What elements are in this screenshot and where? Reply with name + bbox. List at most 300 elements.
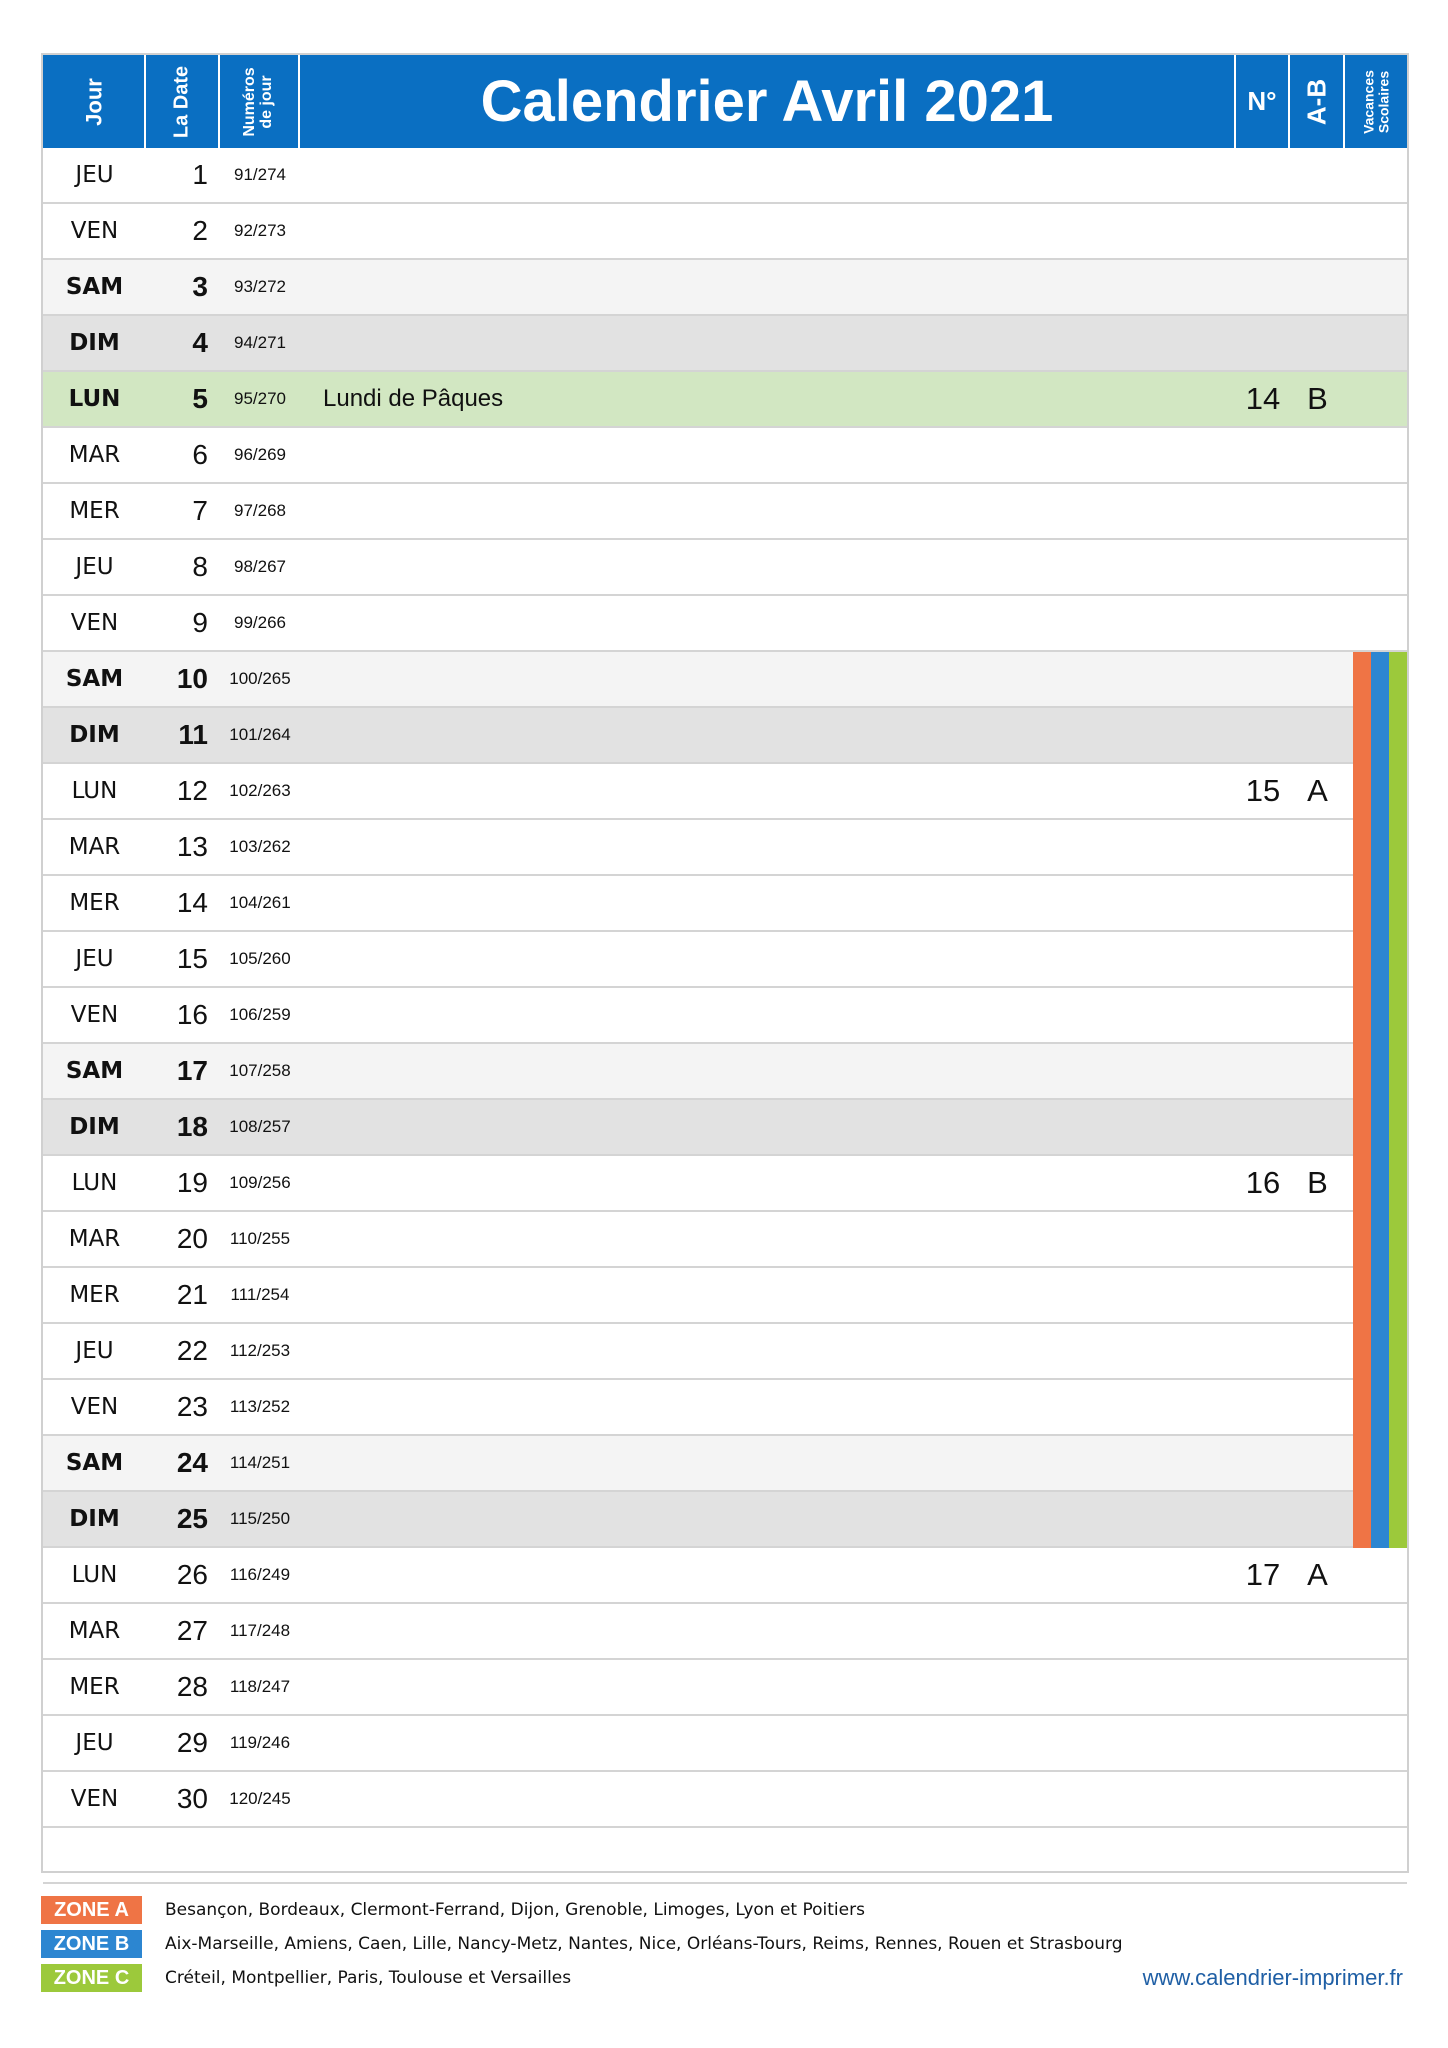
vacances-bands bbox=[1352, 1212, 1407, 1268]
event-label bbox=[323, 1492, 943, 1546]
zone-a-band bbox=[1353, 820, 1371, 876]
zone-c-band bbox=[1389, 1268, 1407, 1324]
legend-row-zone-a bbox=[41, 1893, 1409, 1927]
event-label bbox=[323, 1100, 943, 1154]
event-label bbox=[323, 316, 943, 370]
zone-c-band bbox=[1389, 1100, 1407, 1156]
table-row bbox=[43, 1044, 1407, 1100]
event-label bbox=[323, 708, 943, 762]
header-numeros-line1: Numéros bbox=[241, 66, 259, 137]
header-numeros-line2: de jour bbox=[258, 74, 275, 129]
vacances-bands bbox=[1352, 820, 1407, 876]
day-rows bbox=[43, 148, 1407, 1884]
week-ab: A bbox=[1307, 1557, 1328, 1592]
table-row bbox=[43, 1436, 1407, 1492]
zone-a-band bbox=[1353, 1492, 1371, 1548]
zone-c-band bbox=[1389, 820, 1407, 876]
vacances-bands bbox=[1352, 932, 1407, 988]
vacances-bands bbox=[1352, 1324, 1407, 1380]
day-date: 15 bbox=[176, 943, 208, 974]
table-row bbox=[43, 260, 1407, 316]
day-number: 98/267 bbox=[234, 557, 286, 576]
day-date: 21 bbox=[176, 1279, 208, 1310]
day-date: 3 bbox=[192, 271, 208, 302]
week-ab: B bbox=[1307, 1165, 1328, 1200]
zone-c-band bbox=[1389, 1436, 1407, 1492]
table-row bbox=[43, 1156, 1407, 1212]
day-number: 112/253 bbox=[229, 1341, 291, 1360]
event-label bbox=[323, 1716, 943, 1770]
week-number bbox=[1236, 1324, 1290, 1378]
week-ab: A bbox=[1307, 773, 1328, 808]
week-number bbox=[1236, 1268, 1290, 1322]
zone-a-band bbox=[1353, 1436, 1371, 1492]
event-label bbox=[323, 1380, 943, 1434]
week-number bbox=[1236, 204, 1290, 258]
header-jour bbox=[43, 55, 146, 148]
week-number bbox=[1236, 876, 1290, 930]
week-ab: B bbox=[1307, 381, 1328, 416]
zone-a-band bbox=[1353, 1212, 1371, 1268]
week-number bbox=[1236, 1212, 1290, 1266]
table-row bbox=[43, 1492, 1407, 1548]
header-ab-label: A-B bbox=[1300, 78, 1331, 125]
day-name: LUN bbox=[71, 1170, 118, 1196]
event-label bbox=[323, 820, 943, 874]
zone-c-band bbox=[1389, 1212, 1407, 1268]
day-name: MAR bbox=[68, 442, 121, 468]
vacances-bands bbox=[1352, 1268, 1407, 1324]
header-numeros bbox=[220, 55, 300, 148]
day-name: DIM bbox=[69, 1506, 120, 1532]
week-ab bbox=[1290, 988, 1345, 1042]
day-name: MER bbox=[69, 1674, 120, 1700]
day-name: DIM bbox=[69, 722, 120, 748]
week-number bbox=[1236, 1492, 1290, 1546]
header-no-label: N° bbox=[1247, 86, 1277, 116]
day-number: 105/260 bbox=[229, 949, 291, 968]
event-label bbox=[323, 484, 943, 538]
week-ab bbox=[1290, 148, 1345, 202]
week-ab bbox=[1290, 540, 1345, 594]
header-numeros-label bbox=[242, 67, 276, 136]
week-number bbox=[1236, 988, 1290, 1042]
week-ab bbox=[1290, 316, 1345, 370]
day-date: 17 bbox=[176, 1055, 208, 1086]
header-la-date bbox=[146, 55, 220, 148]
day-name: VEN bbox=[70, 1786, 119, 1812]
day-number: 119/246 bbox=[229, 1733, 291, 1752]
day-date: 4 bbox=[192, 327, 208, 358]
day-name: MER bbox=[69, 498, 120, 524]
day-date: 18 bbox=[176, 1111, 208, 1142]
vacances-bands bbox=[1352, 764, 1407, 820]
table-row bbox=[43, 596, 1407, 652]
zone-a-band bbox=[1353, 1380, 1371, 1436]
zone-c-band bbox=[1389, 876, 1407, 932]
week-ab bbox=[1290, 1212, 1345, 1266]
day-date: 9 bbox=[192, 607, 208, 638]
day-number: 108/257 bbox=[229, 1117, 291, 1136]
day-name: SAM bbox=[65, 1058, 124, 1084]
zone-a-band bbox=[1353, 652, 1371, 708]
table-row bbox=[43, 148, 1407, 204]
table-row bbox=[43, 932, 1407, 988]
day-date: 7 bbox=[192, 495, 208, 526]
event-label bbox=[323, 204, 943, 258]
calendar-sheet bbox=[41, 53, 1409, 1873]
table-row bbox=[43, 876, 1407, 932]
week-ab bbox=[1290, 1324, 1345, 1378]
table-row bbox=[43, 1660, 1407, 1716]
day-name: MER bbox=[69, 1282, 120, 1308]
week-ab bbox=[1290, 1436, 1345, 1490]
day-number: 110/255 bbox=[229, 1229, 291, 1248]
zone-a-badge: ZONE A bbox=[41, 1896, 142, 1924]
day-name: MER bbox=[69, 890, 120, 916]
zone-b-band bbox=[1371, 988, 1389, 1044]
header-la-date-label: La Date bbox=[170, 65, 193, 138]
vacances-bands bbox=[1352, 1100, 1407, 1156]
day-number: 95/270 bbox=[234, 389, 286, 408]
day-number: 103/262 bbox=[229, 837, 291, 856]
event-label bbox=[323, 1044, 943, 1098]
week-ab bbox=[1290, 260, 1345, 314]
day-date: 13 bbox=[176, 831, 208, 862]
zone-c-badge: ZONE C bbox=[41, 1964, 142, 1992]
day-name: LUN bbox=[71, 778, 118, 804]
zone-b-band bbox=[1371, 652, 1389, 708]
day-number: 102/263 bbox=[229, 781, 291, 800]
week-number bbox=[1236, 708, 1290, 762]
day-name: VEN bbox=[70, 1002, 119, 1028]
day-number: 94/271 bbox=[234, 333, 286, 352]
table-row bbox=[43, 1380, 1407, 1436]
day-date: 24 bbox=[176, 1447, 208, 1478]
event-label bbox=[323, 876, 943, 930]
zone-b-band bbox=[1371, 1156, 1389, 1212]
day-date: 6 bbox=[192, 439, 208, 470]
event-label bbox=[323, 596, 943, 650]
week-ab bbox=[1290, 1268, 1345, 1322]
table-row bbox=[43, 988, 1407, 1044]
empty-row bbox=[43, 1828, 1407, 1884]
vacances-bands bbox=[1352, 988, 1407, 1044]
day-number: 101/264 bbox=[229, 725, 291, 744]
vacances-bands bbox=[1352, 1156, 1407, 1212]
day-name: MAR bbox=[68, 1618, 121, 1644]
zone-b-band bbox=[1371, 1100, 1389, 1156]
event-label bbox=[323, 652, 943, 706]
day-date: 20 bbox=[176, 1223, 208, 1254]
day-number: 115/250 bbox=[229, 1509, 291, 1528]
event-label bbox=[323, 1156, 943, 1210]
event-label bbox=[323, 1548, 943, 1602]
day-name: SAM bbox=[65, 666, 124, 692]
header-no bbox=[1236, 55, 1290, 148]
header-vacances-label bbox=[1361, 70, 1390, 134]
week-number bbox=[1236, 1660, 1290, 1714]
zone-b-band bbox=[1371, 1380, 1389, 1436]
week-ab bbox=[1290, 1380, 1345, 1434]
week-number: 17 bbox=[1245, 1557, 1281, 1592]
header-jour-label: Jour bbox=[80, 77, 106, 126]
zone-b-band bbox=[1371, 1492, 1389, 1548]
day-name: SAM bbox=[65, 1450, 124, 1476]
day-number: 97/268 bbox=[234, 501, 286, 520]
day-name: JEU bbox=[75, 554, 114, 580]
event-label bbox=[323, 1268, 943, 1322]
day-date: 26 bbox=[176, 1559, 208, 1590]
header-vacances bbox=[1345, 55, 1407, 148]
table-row bbox=[43, 652, 1407, 708]
week-number bbox=[1236, 540, 1290, 594]
day-name: SAM bbox=[65, 274, 124, 300]
week-number bbox=[1236, 820, 1290, 874]
week-ab bbox=[1290, 204, 1345, 258]
table-row bbox=[43, 484, 1407, 540]
calendar-header bbox=[43, 55, 1407, 148]
zone-b-band bbox=[1371, 876, 1389, 932]
day-name: DIM bbox=[69, 1114, 120, 1140]
table-row bbox=[43, 708, 1407, 764]
day-name: VEN bbox=[70, 218, 119, 244]
day-date: 12 bbox=[176, 775, 208, 806]
event-label bbox=[323, 260, 943, 314]
day-number: 99/266 bbox=[234, 613, 286, 632]
zone-c-band bbox=[1389, 1156, 1407, 1212]
week-ab bbox=[1290, 876, 1345, 930]
week-ab bbox=[1290, 596, 1345, 650]
zone-a-band bbox=[1353, 1100, 1371, 1156]
event-label bbox=[323, 988, 943, 1042]
day-date: 29 bbox=[176, 1727, 208, 1758]
header-ab bbox=[1290, 55, 1345, 148]
event-label bbox=[323, 1604, 943, 1658]
day-date: 5 bbox=[192, 383, 208, 414]
header-vacances-line1: Vacances bbox=[1360, 69, 1377, 134]
table-row bbox=[43, 1212, 1407, 1268]
table-row bbox=[43, 428, 1407, 484]
day-number: 96/269 bbox=[234, 445, 286, 464]
week-number bbox=[1236, 1716, 1290, 1770]
day-date: 22 bbox=[176, 1335, 208, 1366]
vacances-bands bbox=[1352, 876, 1407, 932]
day-name: VEN bbox=[70, 610, 119, 636]
week-number: 16 bbox=[1245, 1165, 1281, 1200]
zone-c-cities: Créteil, Montpellier, Paris, Toulouse et Versailles bbox=[165, 1968, 572, 1988]
week-number: 15 bbox=[1245, 773, 1281, 808]
week-ab bbox=[1290, 932, 1345, 986]
week-number bbox=[1236, 1604, 1290, 1658]
day-name: MAR bbox=[68, 1226, 121, 1252]
zone-c-band bbox=[1389, 1324, 1407, 1380]
week-number bbox=[1236, 1436, 1290, 1490]
week-number bbox=[1236, 1100, 1290, 1154]
vacances-bands bbox=[1352, 708, 1407, 764]
zone-b-badge: ZONE B bbox=[41, 1930, 142, 1958]
event-label bbox=[323, 428, 943, 482]
zone-a-band bbox=[1353, 764, 1371, 820]
day-number: 118/247 bbox=[229, 1677, 291, 1696]
day-date: 16 bbox=[176, 999, 208, 1030]
header-vacances-line2: Scolaires bbox=[1375, 70, 1391, 133]
page-title: Calendrier Avril 2021 bbox=[480, 69, 1054, 134]
zone-c-band bbox=[1389, 652, 1407, 708]
day-date: 23 bbox=[176, 1391, 208, 1422]
event-label bbox=[323, 1324, 943, 1378]
zone-a-band bbox=[1353, 1268, 1371, 1324]
week-number bbox=[1236, 428, 1290, 482]
week-ab bbox=[1290, 1044, 1345, 1098]
day-number: 91/274 bbox=[234, 165, 286, 184]
day-name: JEU bbox=[75, 162, 114, 188]
day-name: LUN bbox=[71, 1562, 118, 1588]
event-label bbox=[323, 148, 943, 202]
table-row bbox=[43, 372, 1407, 428]
day-number: 113/252 bbox=[229, 1397, 291, 1416]
zone-c-band bbox=[1389, 988, 1407, 1044]
day-number: 116/249 bbox=[229, 1565, 291, 1584]
event-label bbox=[323, 1660, 943, 1714]
zone-b-cities: Aix-Marseille, Amiens, Caen, Lille, Nancy-Metz, Nantes, Nice, Orléans-Tours, Reims, Rennes, Rouen et Strasbourg bbox=[165, 1934, 1123, 1954]
table-row bbox=[43, 820, 1407, 876]
week-number bbox=[1236, 316, 1290, 370]
week-number bbox=[1236, 1380, 1290, 1434]
table-row bbox=[43, 1548, 1407, 1604]
day-date: 8 bbox=[192, 551, 208, 582]
day-date: 30 bbox=[176, 1783, 208, 1814]
vacances-bands bbox=[1352, 1492, 1407, 1548]
website-link[interactable]: www.calendrier-imprimer.fr bbox=[1142, 1965, 1403, 1990]
week-ab bbox=[1290, 820, 1345, 874]
day-name: LUN bbox=[68, 386, 121, 412]
event-label: Lundi de Pâques bbox=[323, 385, 504, 412]
day-number: 114/251 bbox=[229, 1453, 291, 1472]
day-date: 1 bbox=[192, 159, 208, 190]
zone-a-band bbox=[1353, 988, 1371, 1044]
zone-c-band bbox=[1389, 1380, 1407, 1436]
day-date: 27 bbox=[176, 1615, 208, 1646]
zone-c-band bbox=[1389, 1044, 1407, 1100]
week-number: 14 bbox=[1245, 381, 1281, 416]
day-name: JEU bbox=[75, 1730, 114, 1756]
zone-b-band bbox=[1371, 1436, 1389, 1492]
week-number bbox=[1236, 260, 1290, 314]
zone-b-band bbox=[1371, 1044, 1389, 1100]
day-name: JEU bbox=[75, 946, 114, 972]
week-ab bbox=[1290, 1100, 1345, 1154]
week-number bbox=[1236, 148, 1290, 202]
day-number: 117/248 bbox=[229, 1621, 291, 1640]
zone-b-band bbox=[1371, 932, 1389, 988]
vacances-bands bbox=[1352, 1380, 1407, 1436]
day-number: 93/272 bbox=[234, 277, 286, 296]
day-name: MAR bbox=[68, 834, 121, 860]
week-number bbox=[1236, 596, 1290, 650]
event-label bbox=[323, 540, 943, 594]
zone-a-band bbox=[1353, 1324, 1371, 1380]
day-number: 104/261 bbox=[229, 893, 291, 912]
table-row bbox=[43, 1324, 1407, 1380]
table-row bbox=[43, 1604, 1407, 1660]
week-number bbox=[1236, 1044, 1290, 1098]
zone-b-band bbox=[1371, 764, 1389, 820]
zone-legend bbox=[41, 1893, 1409, 1995]
day-number: 120/245 bbox=[229, 1789, 291, 1808]
zone-a-band bbox=[1353, 708, 1371, 764]
zone-b-band bbox=[1371, 708, 1389, 764]
week-number bbox=[1236, 652, 1290, 706]
legend-row-zone-b bbox=[41, 1927, 1409, 1961]
week-ab bbox=[1290, 708, 1345, 762]
day-date: 10 bbox=[176, 663, 208, 694]
zone-b-band bbox=[1371, 1268, 1389, 1324]
zone-b-band bbox=[1371, 1212, 1389, 1268]
day-number: 92/273 bbox=[234, 221, 286, 240]
week-ab bbox=[1290, 1604, 1345, 1658]
table-row bbox=[43, 1268, 1407, 1324]
day-name: JEU bbox=[75, 1338, 114, 1364]
day-date: 25 bbox=[176, 1503, 208, 1534]
day-number: 107/258 bbox=[229, 1061, 291, 1080]
day-number: 106/259 bbox=[229, 1005, 291, 1024]
legend-row-zone-c bbox=[41, 1961, 1409, 1995]
zone-c-band bbox=[1389, 932, 1407, 988]
week-ab bbox=[1290, 428, 1345, 482]
vacances-bands bbox=[1352, 652, 1407, 708]
table-row bbox=[43, 204, 1407, 260]
day-date: 2 bbox=[192, 215, 208, 246]
week-number bbox=[1236, 932, 1290, 986]
event-label bbox=[323, 1436, 943, 1490]
table-row bbox=[43, 1100, 1407, 1156]
week-number bbox=[1236, 1772, 1290, 1826]
table-row bbox=[43, 764, 1407, 820]
week-ab bbox=[1290, 484, 1345, 538]
zone-b-band bbox=[1371, 820, 1389, 876]
week-ab bbox=[1290, 1772, 1345, 1826]
day-number: 109/256 bbox=[229, 1173, 291, 1192]
day-name: DIM bbox=[69, 330, 120, 356]
week-ab bbox=[1290, 652, 1345, 706]
table-row bbox=[43, 1716, 1407, 1772]
day-date: 11 bbox=[178, 719, 208, 750]
zone-c-band bbox=[1389, 1492, 1407, 1548]
zone-a-band bbox=[1353, 1044, 1371, 1100]
event-label bbox=[323, 1212, 943, 1266]
zone-a-cities: Besançon, Bordeaux, Clermont-Ferrand, Dijon, Grenoble, Limoges, Lyon et Poitiers bbox=[165, 1900, 865, 1920]
event-label bbox=[323, 764, 943, 818]
week-number bbox=[1236, 484, 1290, 538]
event-label bbox=[323, 932, 943, 986]
zone-b-band bbox=[1371, 1324, 1389, 1380]
day-date: 28 bbox=[176, 1671, 208, 1702]
zone-c-band bbox=[1389, 708, 1407, 764]
header-title-cell bbox=[300, 55, 1236, 148]
vacances-bands bbox=[1352, 1436, 1407, 1492]
table-row bbox=[43, 316, 1407, 372]
day-number: 100/265 bbox=[229, 669, 291, 688]
zone-a-band bbox=[1353, 1156, 1371, 1212]
zone-a-band bbox=[1353, 932, 1371, 988]
day-date: 14 bbox=[176, 887, 208, 918]
table-row bbox=[43, 540, 1407, 596]
day-number: 111/254 bbox=[230, 1285, 290, 1304]
week-ab bbox=[1290, 1660, 1345, 1714]
event-label bbox=[323, 1772, 943, 1826]
vacances-bands bbox=[1352, 1044, 1407, 1100]
